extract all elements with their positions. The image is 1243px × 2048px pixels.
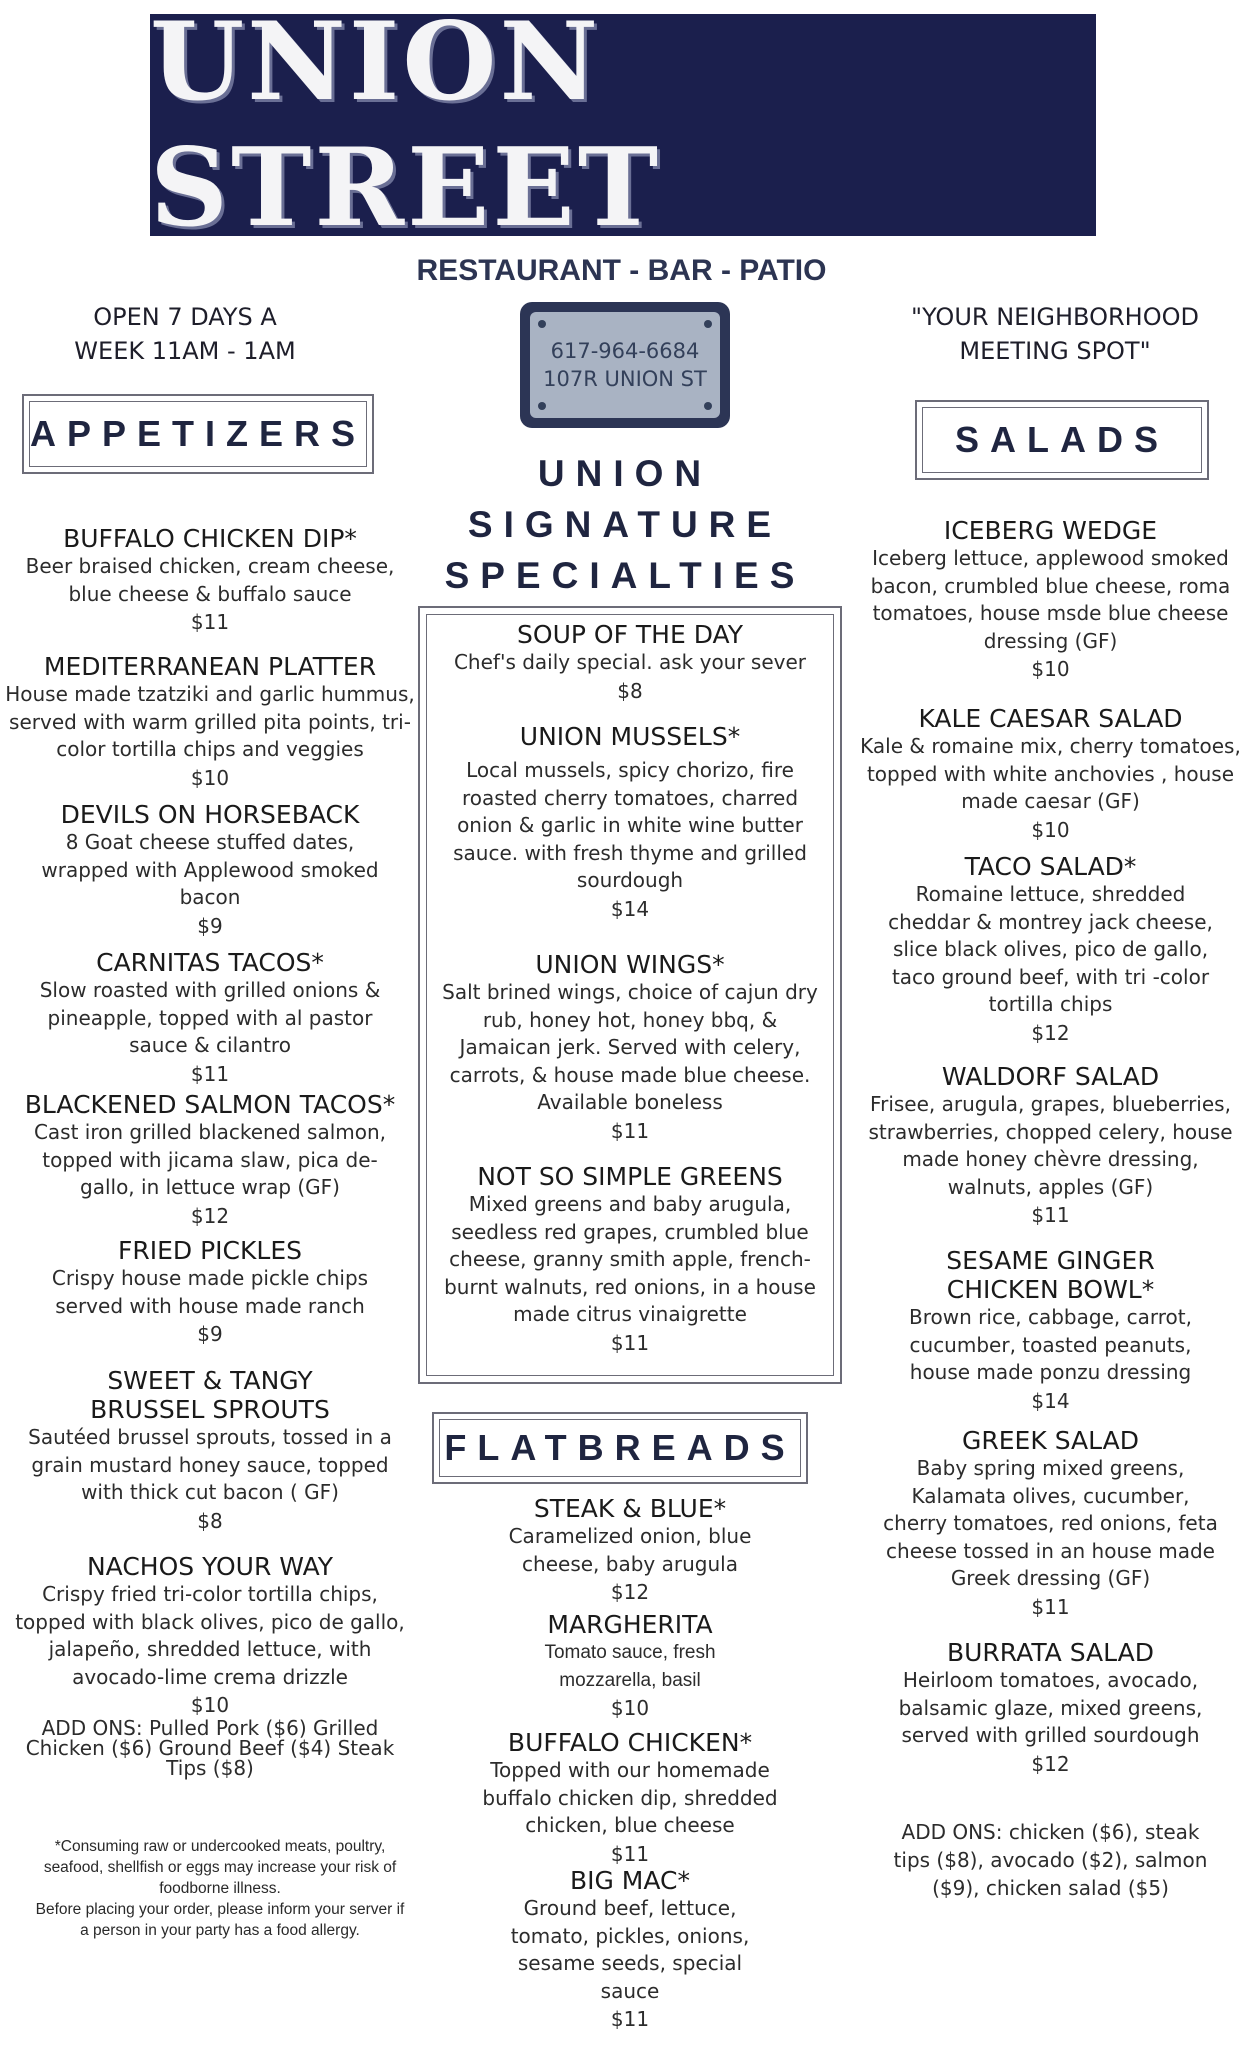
item-title: BLACKENED SALMON TACOS* bbox=[24, 1090, 396, 1119]
menu-item bbox=[0, 1090, 420, 1230]
item-desc: Kale & romaine mix, cherry tomatoes, bbox=[860, 734, 1241, 758]
item-desc: sauce & cilantro bbox=[129, 1033, 291, 1057]
tagline: RESTAURANT - BAR - PATIO bbox=[416, 254, 827, 287]
item-price: $14 bbox=[1031, 1388, 1070, 1413]
item-desc: gallo, in lettuce wrap (GF) bbox=[80, 1175, 340, 1199]
hours-info bbox=[40, 300, 330, 368]
item-desc: Kalamata olives, cucumber, bbox=[911, 1483, 1190, 1508]
item-title: NACHOS YOUR WAY bbox=[86, 1552, 334, 1581]
item-title: MEDITERRANEAN PLATTER bbox=[43, 652, 377, 681]
item-desc: Ground beef, lettuce, bbox=[523, 1896, 737, 1920]
item-desc: sauce bbox=[600, 1978, 660, 2003]
item-price: $11 bbox=[610, 2007, 650, 2031]
item-price: $12 bbox=[1031, 1020, 1070, 1045]
motto-line: MEETING SPOT" bbox=[959, 337, 1151, 365]
item-desc: topped with white anchovies , house bbox=[866, 761, 1235, 786]
menu-item bbox=[858, 1246, 1243, 1415]
item-price: $11 bbox=[610, 1841, 650, 1866]
item-title: BUFFALO CHICKEN DIP* bbox=[63, 524, 357, 553]
item-desc: seedless red grapes, crumbled blue bbox=[451, 1219, 809, 1244]
appetizer-addons: ADD ONS: Pulled Pork ($6) Grilled Chicken ($6) Ground Beef ($4) Steak Tips ($8) bbox=[25, 1716, 395, 1780]
contact-plaque bbox=[520, 302, 730, 428]
item-desc: mozzarella, basil bbox=[559, 1669, 701, 1691]
item-desc: topped with jicama slaw, pica de- bbox=[42, 1147, 378, 1172]
item-desc: Local mussels, spicy chorizo, fire bbox=[466, 758, 794, 782]
item-title: MARGHERITA bbox=[547, 1610, 713, 1639]
item-desc: made honey chèvre dressing, bbox=[902, 1147, 1199, 1171]
item-desc: House made tzatziki and garlic hummus, bbox=[5, 682, 415, 706]
item-title: KALE CAESAR SALAD bbox=[918, 704, 1183, 733]
item-title: DEVILS ON HORSEBACK bbox=[60, 800, 360, 829]
item-desc: strawberries, chopped celery, house bbox=[868, 1119, 1233, 1144]
item-title: TACO SALAD* bbox=[964, 852, 1137, 881]
item-desc: rub, honey hot, honey bbq, & bbox=[482, 1007, 778, 1032]
item-desc: Sautéed brussel sprouts, tossed in a bbox=[28, 1425, 392, 1449]
item-desc: tortilla chips bbox=[988, 992, 1113, 1016]
item-desc: Salt brined wings, choice of cajun dry bbox=[442, 980, 818, 1004]
menu-item bbox=[428, 620, 832, 705]
item-desc: Romaine lettuce, shredded bbox=[915, 882, 1186, 906]
salads-title: SALADS bbox=[954, 419, 1169, 460]
item-title: BRUSSEL SPROUTS bbox=[90, 1395, 330, 1424]
item-desc: carrots, & house made blue cheese. bbox=[449, 1062, 811, 1087]
item-desc: cucumber, toasted peanuts, bbox=[909, 1332, 1192, 1357]
menu-item bbox=[858, 704, 1243, 844]
item-title: ICEBERG WEDGE bbox=[943, 516, 1158, 545]
item-desc: dressing (GF) bbox=[983, 628, 1118, 653]
item-desc: bacon, crumbled blue cheese, roma bbox=[870, 573, 1231, 598]
item-desc: Slow roasted with grilled onions & bbox=[39, 978, 381, 1002]
item-price: $9 bbox=[197, 913, 223, 938]
menu-item bbox=[858, 516, 1243, 683]
item-desc: with thick cut bacon ( GF) bbox=[81, 1480, 339, 1504]
item-title: SWEET & TANGY bbox=[107, 1366, 313, 1395]
brand-banner bbox=[150, 0, 1096, 251]
menu-item bbox=[858, 1426, 1243, 1621]
item-desc: Iceberg lettuce, applewood smoked bbox=[872, 546, 1229, 570]
menu-item bbox=[0, 948, 420, 1088]
item-desc: cheese, baby arugula bbox=[522, 1551, 738, 1576]
menu-item bbox=[430, 1728, 830, 1868]
item-desc: color tortilla chips and veggies bbox=[56, 737, 364, 761]
menu-item bbox=[0, 1552, 420, 1719]
item-title: CARNITAS TACOS* bbox=[96, 948, 324, 977]
item-desc: made citrus vinaigrette bbox=[513, 1302, 747, 1326]
item-desc: bacon bbox=[179, 885, 241, 909]
flatbreads-header bbox=[432, 1412, 808, 1484]
item-desc: onion & garlic in white wine butter bbox=[457, 813, 803, 837]
item-desc: Frisee, arugula, grapes, blueberries, bbox=[870, 1092, 1231, 1116]
item-price: $12 bbox=[1031, 1751, 1070, 1776]
item-desc: walnuts, apples (GF) bbox=[947, 1174, 1154, 1199]
item-desc: sesame seeds, special bbox=[517, 1951, 743, 1975]
item-desc: Caramelized onion, blue bbox=[508, 1524, 752, 1548]
item-desc: Tomato sauce, fresh bbox=[544, 1642, 716, 1663]
item-desc: pineapple, topped with al pastor bbox=[47, 1005, 373, 1030]
menu-item bbox=[430, 1494, 830, 1606]
item-desc: 8 Goat cheese stuffed dates, bbox=[65, 830, 355, 854]
item-price: $11 bbox=[610, 1118, 650, 1143]
item-title: UNION MUSSELS* bbox=[519, 722, 741, 751]
item-price: $10 bbox=[190, 765, 230, 790]
brand-logo-text: UNION STREET bbox=[150, 0, 662, 251]
menu-item bbox=[0, 1236, 420, 1348]
hours-line: WEEK 11AM - 1AM bbox=[74, 337, 296, 365]
menu-item bbox=[0, 524, 420, 636]
phone-number: 617-964-6684 bbox=[550, 339, 700, 363]
item-price: $14 bbox=[610, 896, 650, 921]
item-desc: cherry tomatoes, red onions, feta bbox=[883, 1511, 1218, 1535]
item-desc: Crispy house made pickle chips bbox=[51, 1266, 369, 1290]
item-desc: Topped with our homemade bbox=[490, 1758, 770, 1782]
item-price: $12 bbox=[190, 1203, 230, 1228]
item-desc: blue cheese & buffalo sauce bbox=[68, 581, 352, 606]
item-price: $12 bbox=[610, 1580, 650, 1604]
item-desc: topped with black olives, pico de gallo, bbox=[15, 1609, 405, 1634]
item-price: $11 bbox=[1031, 1203, 1070, 1227]
item-title: CHICKEN BOWL* bbox=[946, 1275, 1155, 1304]
item-desc: Chef's daily special. ask your sever bbox=[453, 650, 807, 674]
item-price: $10 bbox=[1031, 817, 1070, 842]
item-title: NOT SO SIMPLE GREENS bbox=[477, 1162, 783, 1191]
flatbreads-title: FLATBREADS bbox=[444, 1427, 796, 1468]
item-price: $10 bbox=[190, 1693, 230, 1717]
item-price: $8 bbox=[197, 1508, 223, 1533]
appetizers-header bbox=[22, 394, 374, 474]
item-desc: burnt walnuts, red onions, in a house bbox=[444, 1274, 816, 1299]
menu-item bbox=[858, 1062, 1243, 1229]
item-desc: Greek dressing (GF) bbox=[950, 1566, 1151, 1590]
salad-addons: ADD ONS: chicken ($6), steak tips ($8), avocado ($2), salmon ($9), chicken salad ($5) bbox=[893, 1820, 1208, 1900]
item-price: $10 bbox=[610, 1696, 650, 1720]
menu-item bbox=[0, 800, 420, 940]
item-desc: served with house made ranch bbox=[55, 1293, 365, 1318]
item-price: $11 bbox=[610, 1330, 650, 1355]
item-title: BURRATA SALAD bbox=[946, 1638, 1154, 1667]
item-desc: made caesar (GF) bbox=[961, 789, 1140, 813]
item-desc: Crispy fried tri-color tortilla chips, bbox=[42, 1582, 378, 1606]
item-title: BIG MAC* bbox=[569, 1866, 691, 1895]
item-title: SESAME GINGER bbox=[946, 1246, 1155, 1275]
item-desc: sauce. with fresh thyme and grilled bbox=[453, 840, 807, 865]
item-desc: wrapped with Applewood smoked bbox=[41, 857, 379, 882]
item-desc: cheese tossed in an house made bbox=[886, 1538, 1215, 1563]
item-desc: served with warm grilled pita points, tri- bbox=[9, 709, 411, 734]
item-desc: taco ground beef, with tri -color bbox=[891, 964, 1210, 989]
item-title: GREEK SALAD bbox=[962, 1426, 1139, 1455]
item-desc: Jamaican jerk. Served with celery, bbox=[459, 1035, 801, 1059]
menu-item bbox=[428, 1162, 832, 1357]
item-desc: cheddar & montrey jack cheese, bbox=[888, 909, 1213, 934]
item-price: $11 bbox=[1031, 1594, 1070, 1619]
menu-item bbox=[858, 852, 1243, 1047]
item-desc: tomatoes, house msde blue cheese bbox=[872, 601, 1229, 625]
item-desc: jalapeño, shredded lettuce, with bbox=[48, 1637, 372, 1661]
menu-item bbox=[0, 652, 420, 792]
motto-line: "YOUR NEIGHBORHOOD bbox=[911, 303, 1199, 331]
item-desc: slice black olives, pico de gallo, bbox=[892, 937, 1209, 961]
item-desc: Available boneless bbox=[537, 1090, 723, 1114]
item-desc: roasted cherry tomatoes, charred bbox=[461, 785, 799, 810]
allergy-disclaimer: *Consuming raw or undercooked meats, poultry, seafood, shellfish or eggs may increase your risk of foodborne illness. Before placing your order, please inform your server if a person in your party has a food allergy. bbox=[35, 1838, 405, 1939]
item-desc: balsamic glaze, mixed greens, bbox=[898, 1695, 1203, 1720]
item-price: $8 bbox=[617, 678, 643, 703]
item-desc: house made ponzu dressing bbox=[909, 1360, 1192, 1384]
item-desc: tomato, pickles, onions, bbox=[510, 1923, 750, 1948]
item-desc: buffalo chicken dip, shredded bbox=[482, 1785, 778, 1810]
item-title: FRIED PICKLES bbox=[117, 1236, 302, 1265]
item-desc: Mixed greens and baby arugula, bbox=[468, 1192, 792, 1216]
item-desc: Brown rice, cabbage, carrot, bbox=[909, 1305, 1192, 1329]
salads-header bbox=[915, 400, 1209, 480]
item-desc: Baby spring mixed greens, bbox=[916, 1456, 1185, 1480]
item-title: UNION WINGS* bbox=[535, 950, 725, 979]
item-desc: sourdough bbox=[576, 868, 684, 892]
item-desc: Beer braised chicken, cream cheese, bbox=[25, 554, 395, 578]
menu-item bbox=[428, 722, 832, 923]
appetizers-title: APPETIZERS bbox=[29, 413, 367, 454]
menu-item bbox=[430, 1610, 830, 1722]
menu-item bbox=[430, 1866, 830, 2033]
item-desc: served with grilled sourdough bbox=[901, 1723, 1200, 1747]
item-desc: chicken, blue cheese bbox=[525, 1813, 735, 1837]
signature-specialties-heading: UNION SIGNATURE SPECIALTIES bbox=[444, 453, 806, 596]
motto-info bbox=[900, 300, 1210, 368]
item-price: $11 bbox=[190, 610, 230, 634]
item-desc: Cast iron grilled blackened salmon, bbox=[33, 1120, 387, 1144]
item-desc: avocado-lime crema drizzle bbox=[72, 1664, 348, 1689]
item-desc: cheese, granny smith apple, french- bbox=[449, 1247, 811, 1271]
address: 107R UNION ST bbox=[543, 367, 707, 391]
item-title: BUFFALO CHICKEN* bbox=[507, 1728, 753, 1757]
item-title: WALDORF SALAD bbox=[941, 1062, 1160, 1091]
item-price: $10 bbox=[1031, 657, 1070, 681]
item-title: STEAK & BLUE* bbox=[533, 1494, 727, 1523]
item-desc: Heirloom tomatoes, avocado, bbox=[902, 1668, 1199, 1692]
menu-item bbox=[428, 950, 832, 1145]
item-price: $11 bbox=[190, 1061, 230, 1086]
menu-item bbox=[0, 1366, 420, 1535]
menu-item bbox=[858, 1638, 1243, 1778]
item-desc: grain mustard honey sauce, topped bbox=[31, 1452, 389, 1477]
item-price: $9 bbox=[197, 1322, 223, 1346]
item-title: SOUP OF THE DAY bbox=[517, 620, 743, 649]
hours-line: OPEN 7 DAYS A bbox=[93, 303, 277, 331]
